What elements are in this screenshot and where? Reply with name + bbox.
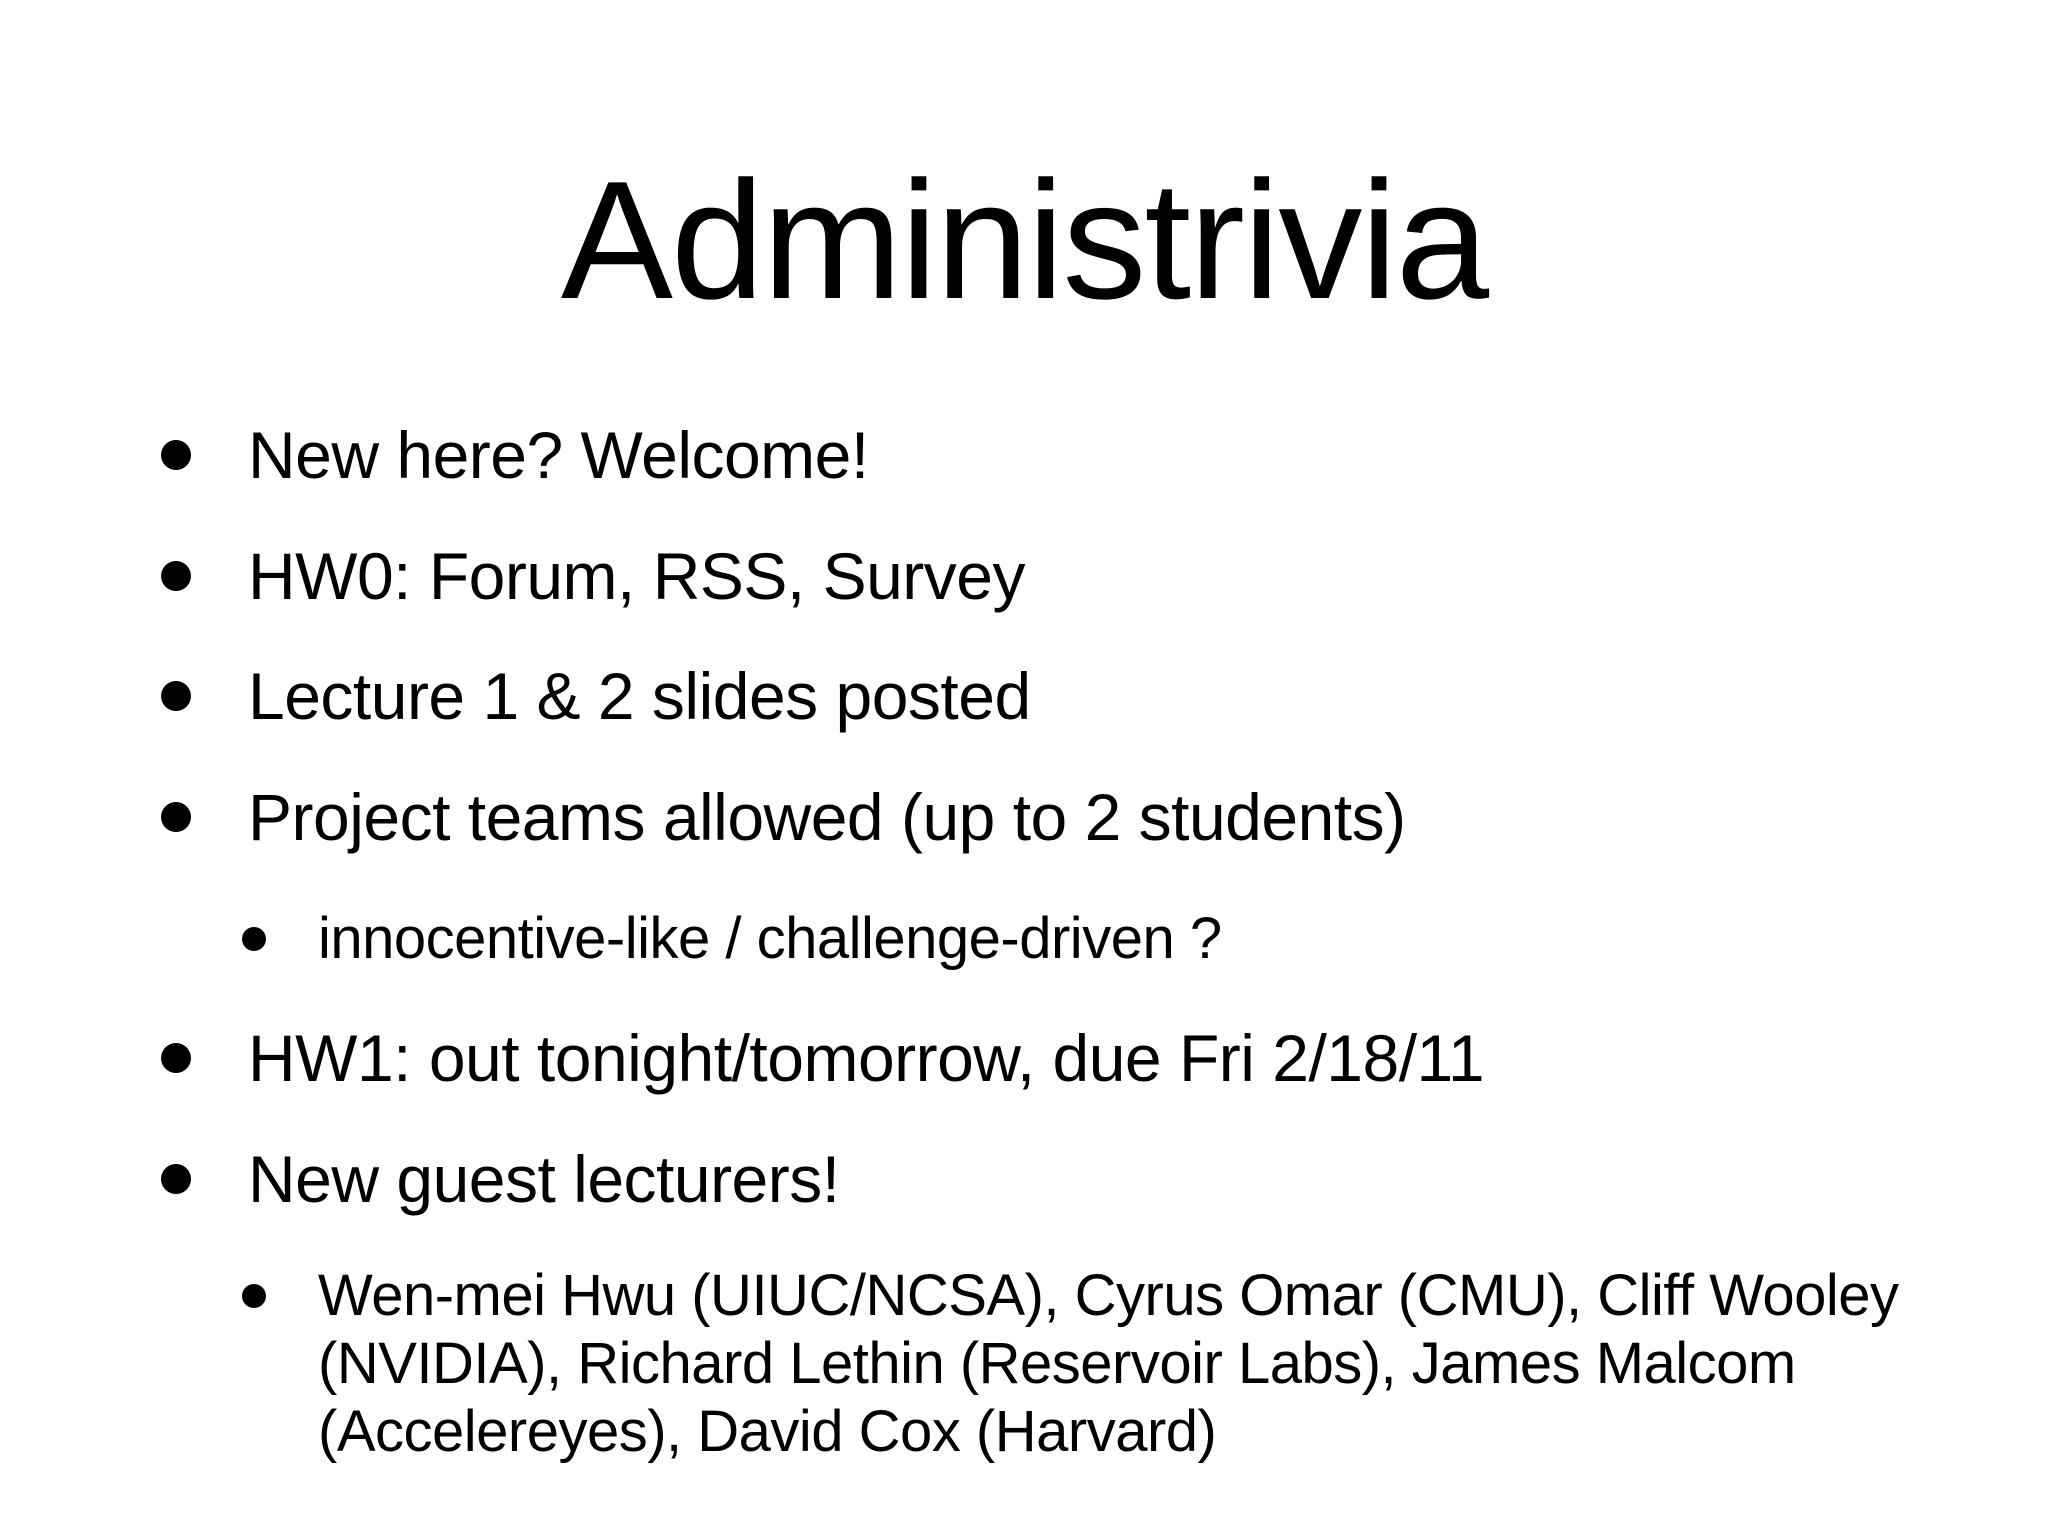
bullet-text: Lecture 1 & 2 slides posted	[248, 659, 1031, 733]
bullet-text: New guest lecturers!	[248, 1142, 840, 1216]
bullet-dot-icon	[161, 802, 191, 832]
bullet-dot-icon	[161, 1164, 191, 1194]
bullet-text: HW1: out tonight/tomorrow, due Fri 2/18/11	[248, 1021, 1485, 1095]
bullet-text: Project teams allowed (up to 2 students)	[248, 780, 1406, 854]
bullet-dot-icon	[242, 1284, 266, 1308]
bullet-text	[318, 1262, 1918, 1466]
bullet-text-line: (Accelereyes), David Cox (Harvard)	[318, 1399, 1217, 1464]
bullet-dot-icon	[161, 440, 191, 470]
bullet-text: HW0: Forum, RSS, Survey	[248, 539, 1025, 613]
bullet-text-line: (NVIDIA), Richard Lethin (Reservoir Labs), James Malcom	[318, 1331, 1796, 1396]
slide-title: Administrivia	[560, 146, 1488, 334]
bullet-dot-icon	[161, 1043, 191, 1073]
bullet-dot-icon	[161, 561, 191, 591]
bullet-dot-icon	[242, 927, 266, 951]
bullet-text: New here? Welcome!	[248, 418, 869, 492]
bullet-dot-icon	[161, 681, 191, 711]
bullet-text-line: Wen-mei Hwu (UIUC/NCSA), Cyrus Omar (CMU), Cliff Wooley	[318, 1263, 1899, 1328]
bullet-text: innocentive-like / challenge-driven ?	[318, 906, 1222, 971]
